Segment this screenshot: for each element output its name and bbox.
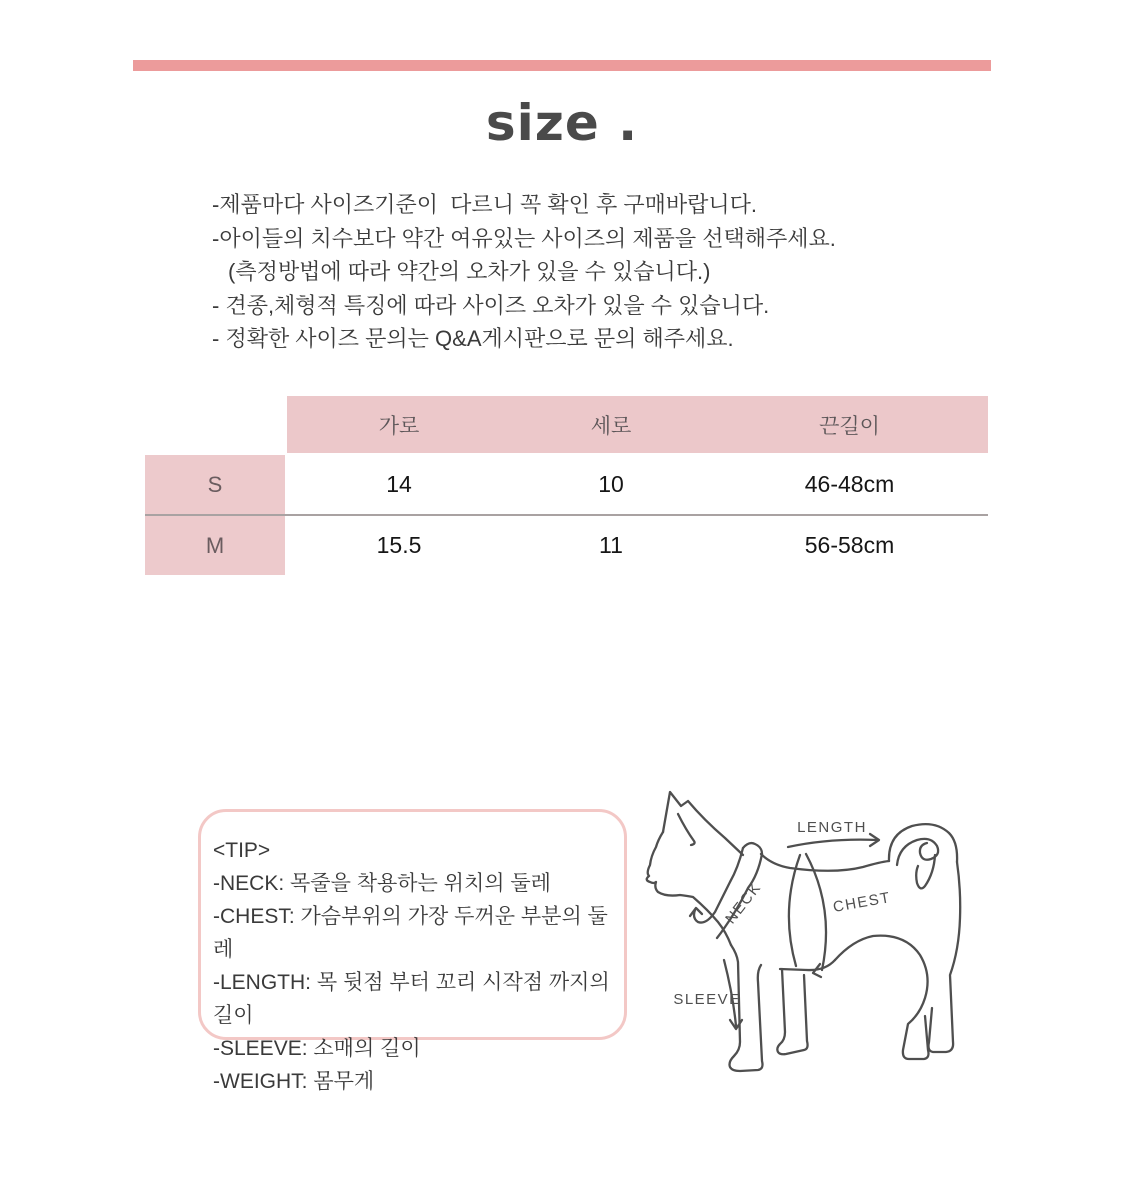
cell-value: 46-48cm bbox=[804, 471, 895, 497]
dog-hind-far-leg bbox=[929, 862, 961, 1052]
tip-line-sleeve: -SLEEVE: 소매의 길이 bbox=[213, 1037, 421, 1060]
dog-back-line bbox=[761, 854, 889, 871]
cell-value: 56-58cm bbox=[804, 532, 895, 558]
cell-value: 14 bbox=[386, 471, 412, 497]
column-header-strap-length: 끈길이 bbox=[819, 414, 880, 438]
length-arrow-line bbox=[788, 840, 877, 847]
accent-top-bar bbox=[133, 60, 991, 71]
tip-box bbox=[198, 809, 627, 1093]
row-label: M bbox=[145, 516, 285, 575]
neck-label: NECK bbox=[722, 879, 765, 928]
note-line: (측정방법에 따라 약간의 오차가 있을 수 있습니다.) bbox=[228, 259, 711, 284]
dog-measurement-illustration bbox=[630, 770, 995, 1095]
tip-title: <TIP> bbox=[213, 839, 271, 862]
tip-line-neck: -NECK: 목줄을 착용하는 위치의 둘레 bbox=[213, 872, 551, 895]
cell-value: 15.5 bbox=[376, 532, 422, 558]
dog-belly-line bbox=[807, 960, 835, 970]
cell-value: 10 bbox=[598, 471, 624, 497]
dog-tail-inner-hook bbox=[897, 839, 938, 865]
dog-chest-bottom-line bbox=[780, 969, 807, 970]
size-table bbox=[145, 396, 988, 575]
note-line: - 정확한 사이즈 문의는 Q&A게시판으로 문의 해주세요. bbox=[212, 326, 734, 351]
table-row-m bbox=[145, 516, 988, 575]
dog-hind-near-leg bbox=[835, 936, 929, 1059]
row-label: S bbox=[145, 455, 285, 514]
dog-face-outline bbox=[647, 832, 731, 945]
size-table-header bbox=[287, 396, 988, 453]
neck-band-top-loop bbox=[743, 843, 762, 854]
tip-line-length: -LENGTH: 목 뒷점 부터 꼬리 시작점 까지의 길이 bbox=[213, 971, 616, 1027]
note-line: -아이들의 치수보다 약간 여유있는 사이즈의 제품을 선택해주세요. bbox=[212, 225, 836, 251]
table-row-s bbox=[145, 455, 988, 514]
note-line: -제품마다 사이즈기준이 다르니 꼭 확인 후 구매바랍니다. bbox=[212, 192, 758, 217]
note-line: - 견종,체형적 특징에 따라 사이즈 오차가 있을 수 있습니다. bbox=[212, 292, 770, 318]
chest-label: CHEST bbox=[831, 889, 893, 916]
tip-line-chest: -CHEST: 가슴부위의 가장 두꺼운 부분의 둘레 bbox=[213, 905, 608, 961]
dog-inner-ear-line bbox=[678, 814, 695, 845]
neck-arrowhead bbox=[690, 908, 702, 916]
column-header-height: 세로 bbox=[590, 414, 632, 438]
page-title: size . bbox=[485, 94, 639, 152]
column-header-width: 가로 bbox=[378, 414, 420, 438]
chest-arc-left bbox=[789, 855, 800, 966]
sleeve-label: SLEEVE bbox=[673, 991, 741, 1008]
dog-ears-outline bbox=[663, 792, 743, 855]
tip-line-weight: -WEIGHT: 몸무게 bbox=[213, 1070, 375, 1093]
cell-value: 11 bbox=[599, 532, 623, 558]
length-label: LENGTH bbox=[797, 819, 867, 836]
size-notes bbox=[212, 188, 836, 356]
dog-front-far-leg bbox=[777, 969, 807, 1054]
